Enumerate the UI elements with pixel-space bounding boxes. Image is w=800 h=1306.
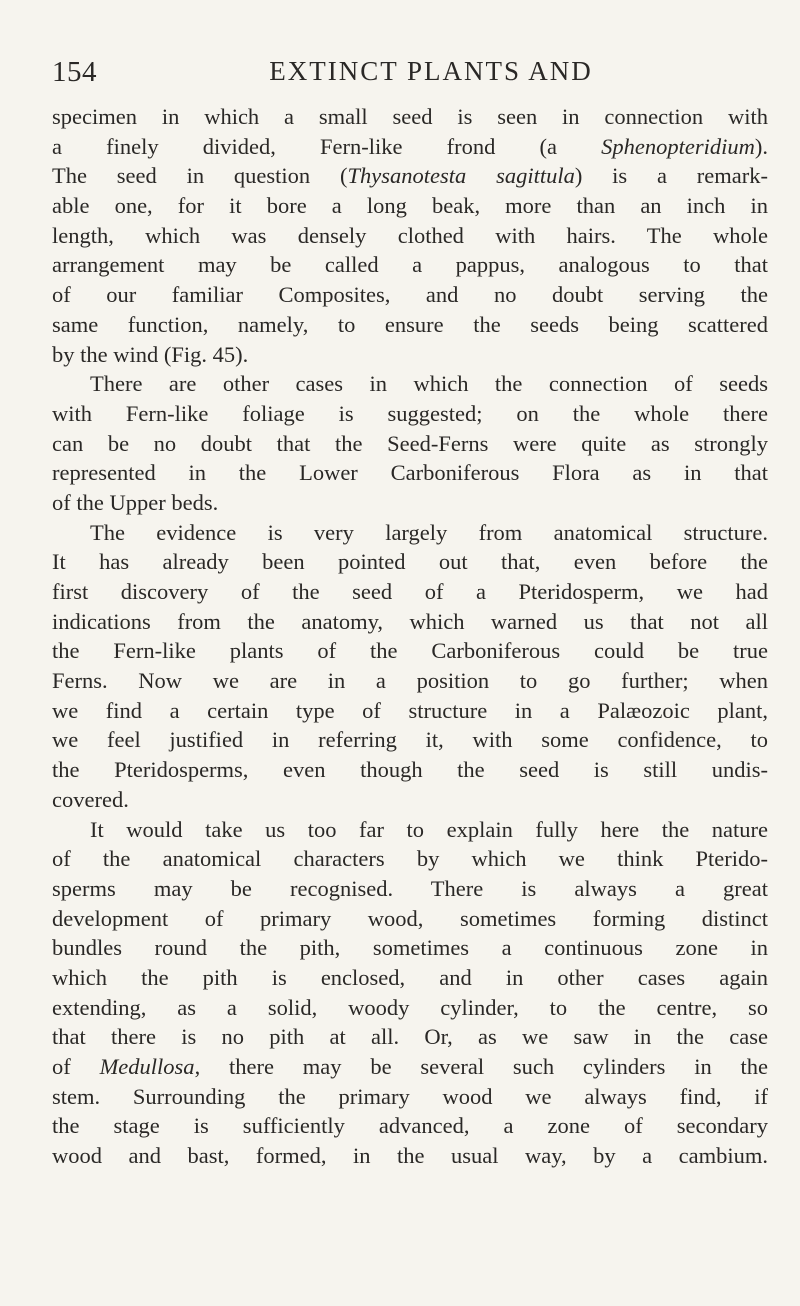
text-run: development of primary wood, sometimes forming distinct [52, 905, 768, 931]
text-run: the Fern-like plants of the Carboniferous could be true [52, 638, 768, 664]
text-run: of [52, 1054, 100, 1079]
text-line [52, 785, 768, 815]
text-line [52, 844, 768, 874]
page-number: 154 [52, 56, 97, 88]
italic-term: Medullosa [99, 1054, 195, 1079]
text-run: that there is no pith at all. Or, as we saw in the case [52, 1024, 768, 1050]
text-line [52, 904, 768, 934]
text-line [52, 963, 768, 993]
text-run: arrangement may be called a pappus, analogous to that [52, 252, 768, 278]
body-text [52, 102, 768, 1171]
italic-term: Thysanotesta sagittula [347, 163, 575, 189]
text-line [52, 755, 768, 785]
text-line [52, 310, 768, 340]
text-run: the Pteridosperms, even though the seed is still undis- [52, 757, 768, 783]
text-run: a finely divided, Fern-like frond (a [52, 133, 602, 159]
text-line [52, 636, 768, 666]
text-run: extending, as a solid, woody cylinder, to the centre, so [52, 994, 768, 1020]
text-line [52, 191, 768, 221]
text-run: which the pith is enclosed, and in other cases again [52, 964, 768, 990]
text-line [52, 429, 768, 459]
text-line [52, 369, 768, 399]
text-run: can be no doubt that the Seed-Ferns were quite as strongly [52, 430, 768, 456]
text-run: ) is a remark- [574, 163, 768, 189]
text-line [52, 1082, 768, 1112]
text-run: The evidence is very largely from anatomical structure. [90, 519, 768, 545]
text-run: with Fern-like foliage is suggested; on the whole there [52, 400, 768, 426]
text-run: length, which was densely clothed with hairs. The whole [52, 222, 768, 248]
text-line [52, 340, 768, 370]
text-line [52, 250, 768, 280]
text-run: by the wind (Fig. 45). [52, 341, 249, 367]
text-run: stem. Surrounding the primary wood we always find, if [52, 1083, 768, 1109]
text-line [52, 1141, 768, 1171]
text-line [52, 399, 768, 429]
text-line [52, 280, 768, 310]
text-run: same function, namely, to ensure the seeds being scattered [52, 311, 768, 337]
text-line [52, 518, 768, 548]
text-line [52, 1022, 768, 1052]
text-run: indications from the anatomy, which warned us that not all [52, 608, 768, 634]
text-line [52, 607, 768, 637]
text-run: we feel justified in referring it, with some confidence, to [52, 727, 768, 753]
text-line [52, 1052, 768, 1082]
text-run: , there may be several such cylinders in the [194, 1054, 769, 1079]
text-run: we find a certain type of structure in a Palæozoic plant, [52, 697, 768, 723]
text-line [52, 132, 768, 162]
text-line [52, 577, 768, 607]
text-line [52, 725, 768, 755]
text-run: bundles round the pith, sometimes a continuous zone in [52, 935, 768, 961]
text-run: sperms may be recognised. There is always a great [52, 875, 768, 901]
text-line [52, 102, 768, 132]
text-run: wood and bast, formed, in the usual way, by a cambium. [52, 1143, 768, 1169]
text-run: of the Upper beds. [52, 489, 219, 515]
text-line [52, 221, 768, 251]
italic-term: Sphenopteridium [601, 133, 755, 159]
text-run: able one, for it bore a long beak, more than an inch in [52, 193, 768, 219]
text-line [52, 993, 768, 1023]
text-line [52, 488, 768, 518]
text-run: the stage is sufficiently advanced, a zone of secondary [52, 1113, 768, 1139]
running-title: EXTINCT PLANTS AND [269, 56, 593, 86]
text-run: of our familiar Composites, and no doubt serving the [52, 282, 768, 308]
text-run: first discovery of the seed of a Pteridosperm, we had [52, 579, 768, 604]
text-run: covered. [52, 786, 129, 812]
text-run: specimen in which a small seed is seen in connection with [52, 104, 768, 129]
text-line [52, 696, 768, 726]
text-line [52, 666, 768, 696]
text-run: represented in the Lower Carboniferous Flora as in that [52, 460, 768, 486]
text-run: Ferns. Now we are in a position to go further; when [52, 668, 768, 694]
text-line [52, 874, 768, 904]
text-run: The seed in question ( [52, 163, 348, 189]
text-line [52, 933, 768, 963]
text-run: of the anatomical characters by which we think Pterido- [52, 846, 768, 872]
running-head [52, 56, 770, 96]
text-line [52, 458, 768, 488]
text-run: It has already been pointed out that, even before the [52, 549, 768, 575]
text-run: There are other cases in which the connection of seeds [90, 371, 768, 397]
text-run: ). [754, 133, 768, 159]
text-line [52, 1111, 768, 1141]
text-run: It would take us too far to explain fully here the nature [90, 816, 768, 842]
text-line [52, 161, 768, 191]
text-line [52, 547, 768, 577]
text-line [52, 815, 768, 845]
